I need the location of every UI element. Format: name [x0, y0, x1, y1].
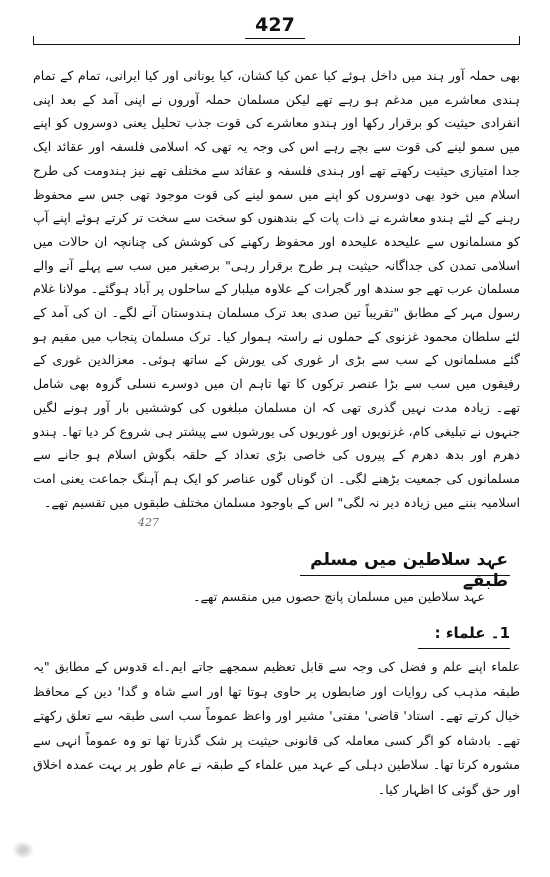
page-number-underline: [245, 38, 305, 39]
handwritten-margin-note: 427: [138, 516, 159, 529]
section-intro: عہد سلاطین میں مسلمان پانچ حصوں میں منقسم تھے۔: [193, 589, 485, 604]
paragraph-2: علماء اپنے علم و فضل کی وجہ سے قابل تعظیم سمجھے جاتے ایم۔اے قدوس کے مطابق "یہ طبقہ مذہب کی روایات اور ضابطوں پر حاوی ہوتا تھا اور اسے شاہ و گدا' دین کے محافظ خیال کرتے تھے۔ استاد' قاضی' مفتی' مشیر اور واعظ عموماً سب اسی طبقہ سے تعلق رکھتے تھے۔ بادشاہ کو اگر کسی معاملہ کی قانونی حیثیت پر شک گذرتا تھا تو وہ عموماً انہی سے مشورہ کرتا تھا۔ سلاطین دہلی کے عہد میں علماء کے طبقہ نے عام طور پر بہت عمدہ اخلاق اور حق گوئی کا اظہار کیا۔: [33, 659, 520, 797]
subheading-underline: [418, 648, 510, 649]
section-heading: عہد سلاطین میں مسلم طبقے: [310, 550, 508, 591]
main-paragraph: [33, 64, 520, 514]
scan-smudge: [12, 841, 34, 859]
page-number: 427: [255, 14, 295, 36]
subheading-ulama: 1۔ علماء :: [434, 624, 510, 642]
section-heading-underline: [300, 575, 510, 576]
paragraph-1: بھی حملہ آور ہند میں داخل ہوئے کیا عمن کیا کشان، کیا یونانی اور کیا ایرانی، تمام کے تمام ہندی معاشرے میں مدغم ہو رہے تھے لیکن مسلمان حملہ آوروں نے اپنی آمد کے بعد اپنی انفرادی حیثیت کو برقرار رکھا اور ہندو معاشرے کی قوت جذب تحلیل یعنی دوسروں کو اپنے میں سمو لینے کی قوت سے بچے رہے اس کی وجہ یہ تھی کہ اسلامی فلسفہ اور عقائد ایک جدا امتیازی حیثیت رکھتے تھے اور ہندی فلسفہ و عقائد سے مختلف تھے نیز ہندومت کی طرح اسلام میں خود بھی دوسروں کو اپنے میں سمو لینے کی قوت موجود تھی جس سے محفوظ رہنے کے لئے ہندو معاشرے نے ذات پات کے بندھنوں کو سخت سے سخت تر کرتے ہوئے اپنے آپ کو مسلمانوں سے علیحدہ علیحدہ اور محفوظ رکھنے کی کوشش کی چنانچہ ان حالات میں اسلامی تمدن کی جداگانہ حیثیت ہر طرح برقرار رہی" برصغیر میں سب سے پہلے آنے والے مسلمان عرب تھے جو سندھ اور گجرات کے علاوہ میلبار کے ساحلوں پر آباد ہوگئے۔ مولانا غلام رسول مہر کے مطابق "تقریباً تین صدی بعد ترک مسلمان ہندوستان آنے لگے۔ ان کی آمد کے لئے سلطان محمود غزنوی کے حملوں نے راستہ ہموار کیا۔ ترک مسلمان پنجاب میں مقیم ہو گئے مسلمانوں کے سب سے بڑی ار غوری کی یورش کے ساتھ ہوئی۔ معزالدین غوری کے رفیقوں میں سب سے بڑا عنصر ترکوں کا تھا تاہم ان میں دوسرے نسلی گروہ بھی شامل تھے۔ زیادہ مدت نہیں گذری تھی کہ ان مسلمان مبلغوں کی کوششیں بار آور ہونے لگیں جنہوں نے تبلیغی کام، غزنویوں اور غوریوں کی یورشوں سے پیشتر ہی شروع کر دیا تھا۔ ہندو دھرم اور بدھ دھرم کے پیروں کی خاصی بڑی تعداد کے حلقہ بگوش اسلام ہو جانے سے مسلمانوں کی جمعیت بڑھنے لگی۔ ان گوناں گوں عناصر کو ایک ہم آہنگ جماعت یعنی امت اسلامیہ بننے میں زیادہ دیر نہ لگی" اس کے باوجود مسلمان مختلف طبقوں میں تقسیم تھے۔: [33, 68, 520, 510]
ulama-paragraph: [33, 655, 520, 802]
header-rule: [33, 44, 520, 45]
